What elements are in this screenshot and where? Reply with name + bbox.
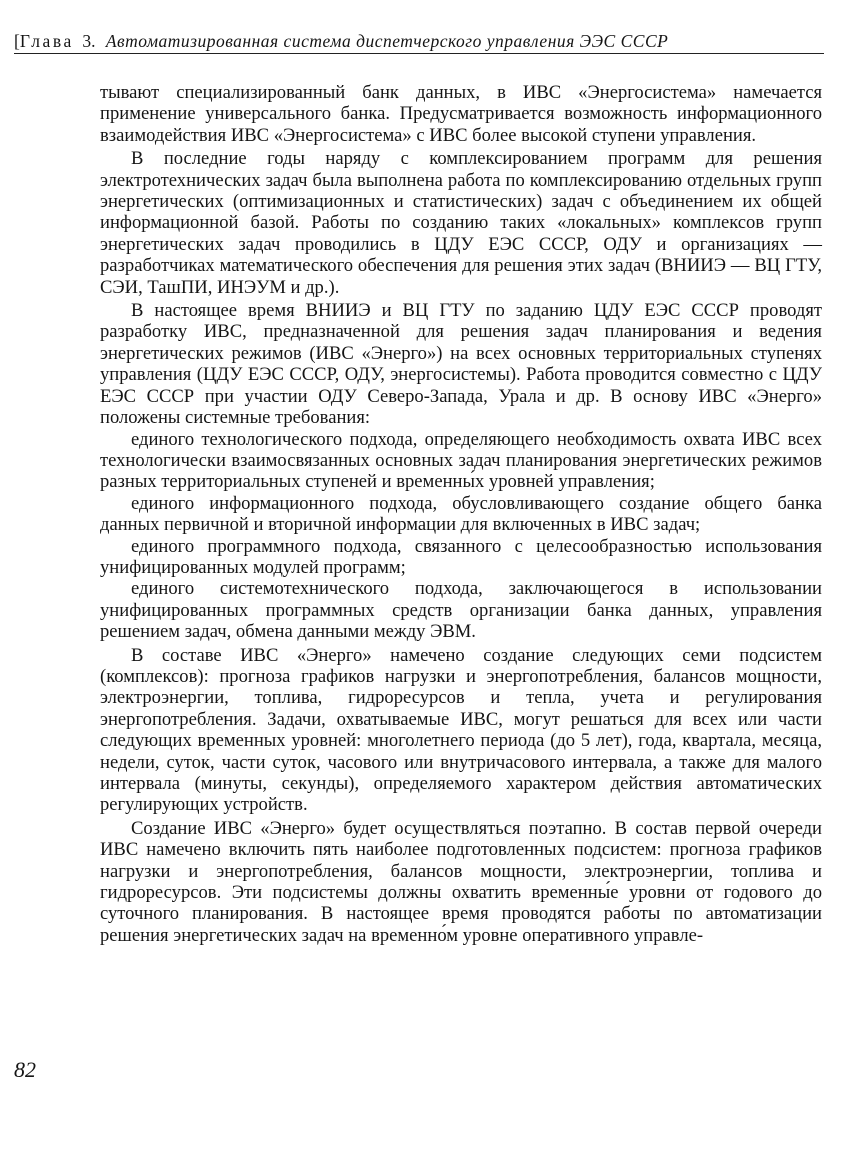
page-number: 82 xyxy=(14,1057,36,1082)
paragraph: В последние годы наряду с комплексированием программ для решения электротехнических задач была выполнена работа по комплексированию отдельных групп энергетических (оптимизационных и статистических) задач с объединением их общей информационной базой. Работы по созданию таких «локальных» комплексов групп энергетических задач проводились в ЦДУ ЕЭС СССР, ОДУ и организациях — разработчиках математического обеспечения для решения этих задач (ВНИИЭ — ВЦ ГТУ, СЭИ, ТашПИ, ИНЭУМ и др.). xyxy=(100,148,822,298)
requirement-item: единого информационного подхода, обусловливающего создание общего банка данных первичной и вторичной информации для включенных в ИВС задач; xyxy=(100,492,822,536)
requirement-item: единого программного подхода, связанного с целесообразностью использования унифицированных модулей программ; xyxy=(100,535,822,578)
chapter-number: 3. xyxy=(82,31,96,51)
running-header xyxy=(14,30,824,54)
header-bracket: [ xyxy=(14,31,20,51)
paragraph: В настоящее время ВНИИЭ и ВЦ ГТУ по заданию ЦДУ ЕЭС СССР проводят разработку ИВС, предназначенной для решения задач планирования и ведения энергетических режимов (ИВС «Энерго») на всех основных территориальных ступенях управления (ЦДУ ЕЭС СССР, ОДУ, энергосистемы). Работа проводится совместно с ЦДУ ЕЭС СССР при участии ОДУ Северо-Запада, Урала и др. В основу ИВС «Энерго» положены системные требования: xyxy=(100,300,822,429)
chapter-label: Глава xyxy=(19,31,74,51)
requirement-item: единого системотехнического подхода, заключающегося в использовании унифицированных программных средств организации банка данных, управления решением задач, обмена данными между ЭВМ. xyxy=(100,578,822,643)
paragraph-continued: тывают специализированный банк данных, в ИВС «Энергосистема» намечается применение универсального банка. Предусматривается возможность информационного взаимодействия ИВС «Энергосистема» с ИВС более высокой ступени управления. xyxy=(100,82,822,146)
paragraph: Создание ИВС «Энерго» будет осуществляться поэтапно. В состав первой очереди ИВС намечено включить пять наиболее подготовленных подсистем: прогноза графиков нагрузки и энергопотребления, балансов мощности, электроэнергии, топлива и гидроресурсов. Эти подсистемы должны охватить временны́е уровни от годового до суточного планирования. В настоящее время проводятся работы по автоматизации решения энергетических задач на временно́м уровне оперативного управле- xyxy=(100,817,822,946)
body-text xyxy=(100,82,822,946)
chapter-title: Автоматизированная система диспетчерского управления ЭЭС СССР xyxy=(105,31,669,51)
requirement-item: единого технологического подхода, определяющего необходимость охвата ИВС всех технологически взаимосвязанных основных задач планирования энергетических режимов разных территориальных ступеней и временны́х уровней управления; xyxy=(100,428,822,493)
paragraph: В составе ИВС «Энерго» намечено создание следующих семи подсистем (комплексов): прогноза графиков нагрузки и энергопотребления, балансов мощности, электроэнергии, топлива, гидроресурсов и тепла, учета и регулирования энергопотребления. Задачи, охватываемые ИВС, могут решаться для всех или части следующих временных уровней: многолетнего периода (до 5 лет), года, квартала, месяца, недели, суток, части суток, часового или внутричасового интервала, а также для малого интервала (минуты, секунды), определяемого характером действия автоматических регулирующих устройств. xyxy=(100,644,822,816)
